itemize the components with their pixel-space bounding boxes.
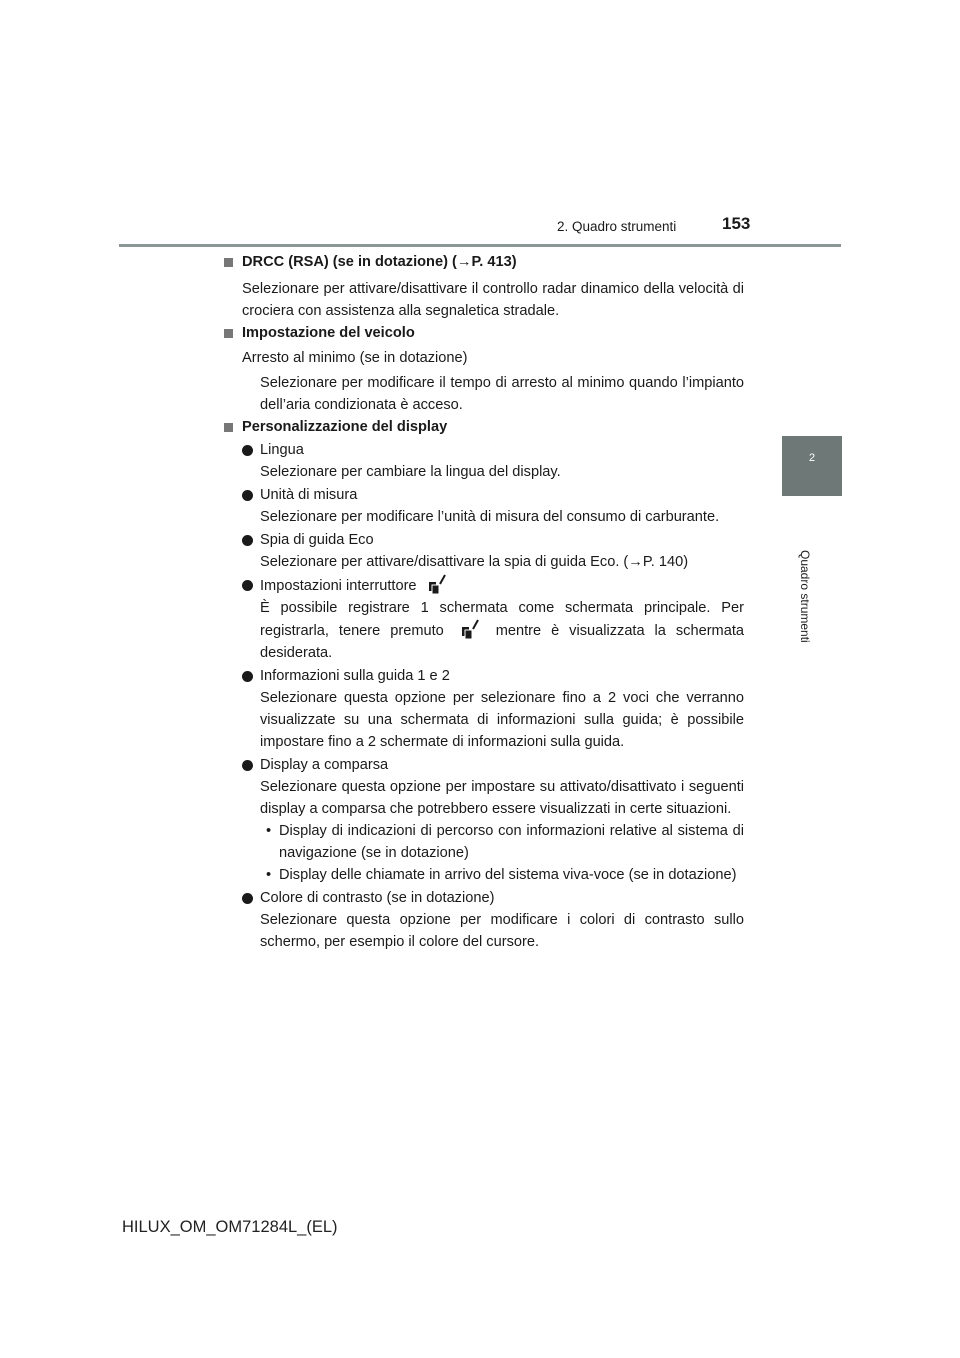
header-section-title: 2. Quadro strumenti: [557, 219, 677, 234]
round-bullet-icon: [242, 760, 253, 771]
list-item-label: Informazioni sulla guida 1 e 2: [222, 665, 744, 687]
sub-list-item: • Display di indicazioni di percorso con informazioni relative al sistema di navigazione (se in dotazione): [222, 820, 744, 864]
list-item-desc: Selezionare per cambiare la lingua del display.: [260, 464, 561, 480]
header-rule: [119, 244, 841, 247]
vehicle-item-label: Arresto al minimo (se in dotazione): [242, 350, 468, 366]
list-item-desc: Selezionare questa opzione per modificare i colori di contrasto sullo schermo, per esempio il colore del cursore.: [260, 912, 744, 950]
section-heading-display: Personalizzazione del display: [222, 416, 744, 438]
dot-bullet-icon: •: [266, 823, 272, 839]
round-bullet-icon: [242, 893, 253, 904]
list-item-desc: Selezionare questa opzione per impostare su attivato/disattivato i seguenti display a comparsa che potrebbero essere visualizzati in certe situazioni.: [260, 779, 744, 817]
list-item-desc: Selezionare per modificare l’unità di misura del consumo di carburante.: [260, 509, 720, 525]
list-item-desc: Selezionare per attivare/disattivare la spia di guida Eco. (→P. 140): [260, 554, 689, 570]
page-number: 153: [722, 214, 751, 233]
round-bullet-icon: [242, 535, 253, 546]
section-heading-drcc: DRCC (RSA) (se in dotazione) (→P. 413): [222, 251, 744, 273]
round-bullet-icon: [242, 490, 253, 501]
page-content: [222, 251, 744, 953]
sub-list-item: • Display delle chiamate in arrivo del sistema viva-voce (se in dotazione): [222, 864, 744, 886]
side-tab-number: 2: [808, 452, 816, 464]
list-item-label: Display a comparsa: [222, 754, 744, 776]
list-item-desc: Selezionare questa opzione per selezionare fino a 2 voci che verranno visualizzate su una schermata di informazioni sulla guida; è possibile impostare fino a 2 schermate di informazioni sulla guida.: [260, 690, 744, 750]
side-tab-label: Quadro strumenti: [798, 550, 812, 643]
side-tab: [782, 436, 842, 496]
right-arrow-icon: →: [456, 254, 472, 270]
list-item-label: Impostazioni interruttore: [222, 574, 744, 597]
dot-bullet-icon: •: [266, 867, 272, 883]
square-bullet-icon: [224, 423, 233, 432]
display-switch-icon: [460, 619, 480, 641]
list-item-label: Lingua: [222, 439, 744, 461]
round-bullet-icon: [242, 671, 253, 682]
round-bullet-icon: [242, 445, 253, 456]
list-item-desc: È possibile registrare 1 schermata come schermata principale. Per registrarla, tenere premuto mentre è visualizzata la schermata desiderata.: [260, 600, 745, 661]
square-bullet-icon: [224, 258, 233, 267]
display-switch-icon: [427, 574, 447, 596]
vehicle-item-desc: Selezionare per modificare il tempo di arresto al minimo quando l’impianto dell’aria condizionata è acceso.: [260, 375, 744, 413]
footer-code: HILUX_OM_OM71284L_(EL): [122, 1218, 338, 1236]
right-arrow-icon: →: [628, 554, 643, 570]
list-item-label: Unità di misura: [222, 484, 744, 506]
list-item-label: Colore di contrasto (se in dotazione): [222, 887, 744, 909]
section-heading-vehicle: Impostazione del veicolo: [222, 322, 744, 344]
round-bullet-icon: [242, 580, 253, 591]
section-body-drcc: Selezionare per attivare/disattivare il controllo radar dinamico della velocità di crociera con assistenza alla segnaletica stradale.: [242, 281, 744, 319]
square-bullet-icon: [224, 329, 233, 338]
list-item-label: Spia di guida Eco: [222, 529, 744, 551]
